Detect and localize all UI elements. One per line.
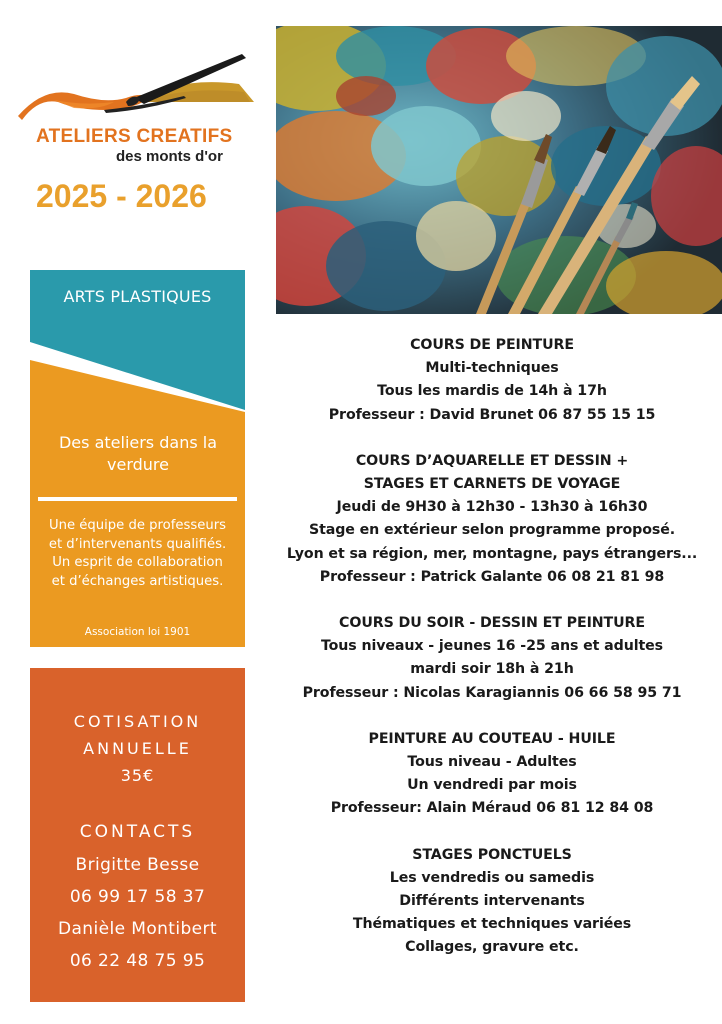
course-line: Jeudi de 9H30 à 12h30 - 13h30 à 16h30 <box>336 499 648 516</box>
course-title: COURS DU SOIR - DESSIN ET PEINTURE <box>339 615 645 632</box>
cotisation-line-1: COTISATION <box>73 712 202 731</box>
course-line: Tous niveaux - jeunes 16 -25 ans et adultes <box>320 638 664 655</box>
logo <box>14 40 274 170</box>
equipe-text <box>34 517 241 591</box>
paintbrushes-on-palette-image <box>276 26 722 314</box>
equipe-line-3: Un esprit de collaboration <box>52 555 223 570</box>
course-line: Professeur: Alain Méraud 06 81 12 84 08 <box>330 800 654 817</box>
equipe-line-1: Une équipe de professeurs <box>48 518 226 533</box>
course-title: COURS D’AQUARELLE ET DESSIN + <box>355 452 629 469</box>
arts-plastiques-label: ARTS PLASTIQUES <box>63 287 212 306</box>
divider <box>38 497 237 501</box>
verdure-heading <box>38 432 238 476</box>
equipe-line-2: et d’intervenants qualifiés. <box>48 536 227 552</box>
verdure-line-2: verdure <box>107 455 169 474</box>
cotisation-contacts-panel <box>30 668 245 1002</box>
course-line: Professeur : David Brunet 06 87 55 15 15 <box>328 406 656 423</box>
logo-title: ATELIERS CREATIFS <box>36 126 233 147</box>
association-label: Association loi 1901 <box>84 626 191 638</box>
course-line: Différents intervenants <box>399 893 585 910</box>
course-aquarelle <box>262 450 722 589</box>
cotisation-line-2: ANNUELLE <box>83 739 192 758</box>
contacts-title: CONTACTS <box>79 822 196 842</box>
season-year: 2025 - 2026 <box>36 178 207 214</box>
course-couteau <box>262 728 722 821</box>
courses-list <box>262 334 722 983</box>
orange-panel-shape <box>30 360 245 647</box>
course-line: Les vendredis ou samedis <box>389 869 595 886</box>
brush-stroke-logo-icon <box>14 40 274 130</box>
course-line: Thématiques et techniques variées <box>352 916 632 933</box>
equipe-line-4: et d’échanges artistiques. <box>51 573 224 589</box>
course-title: STAGES PONCTUELS <box>412 846 572 863</box>
contact-phone-2: 06 22 48 75 95 <box>69 951 206 971</box>
course-line: Stage en extérieur selon programme proposé. <box>308 522 676 539</box>
course-line: mardi soir 18h à 21h <box>410 661 574 678</box>
verdure-panel <box>30 360 245 647</box>
logo-subtitle: des monts d'or <box>116 148 223 165</box>
course-line: Professeur : Patrick Galante 06 08 21 81 98 <box>319 568 665 585</box>
course-line: Tous les mardis de 14h à 17h <box>377 383 607 400</box>
course-line: Lyon et sa région, mer, montagne, pays étrangers... <box>286 545 698 562</box>
contact-name-1: Brigitte Besse <box>75 855 200 875</box>
course-line: STAGES ET CARNETS DE VOYAGE <box>363 476 621 493</box>
course-line: Un vendredi par mois <box>407 777 577 794</box>
course-line: Tous niveau - Adultes <box>407 754 577 771</box>
course-line: Multi-techniques <box>425 360 559 377</box>
course-title: COURS DE PEINTURE <box>410 337 574 353</box>
contact-phone-1: 06 99 17 58 37 <box>69 887 206 907</box>
verdure-line-1: Des ateliers dans la <box>58 433 217 452</box>
course-peinture <box>262 334 722 427</box>
contact-name-2: Danièle Montibert <box>58 919 217 939</box>
course-title: PEINTURE AU COUTEAU - HUILE <box>368 730 616 747</box>
cotisation-price: 35€ <box>120 766 155 785</box>
course-soir <box>262 612 722 705</box>
course-line: Collages, gravure etc. <box>405 939 579 956</box>
course-line: Professeur : Nicolas Karagiannis 06 66 58 95 71 <box>302 684 682 701</box>
course-stages <box>262 844 722 960</box>
